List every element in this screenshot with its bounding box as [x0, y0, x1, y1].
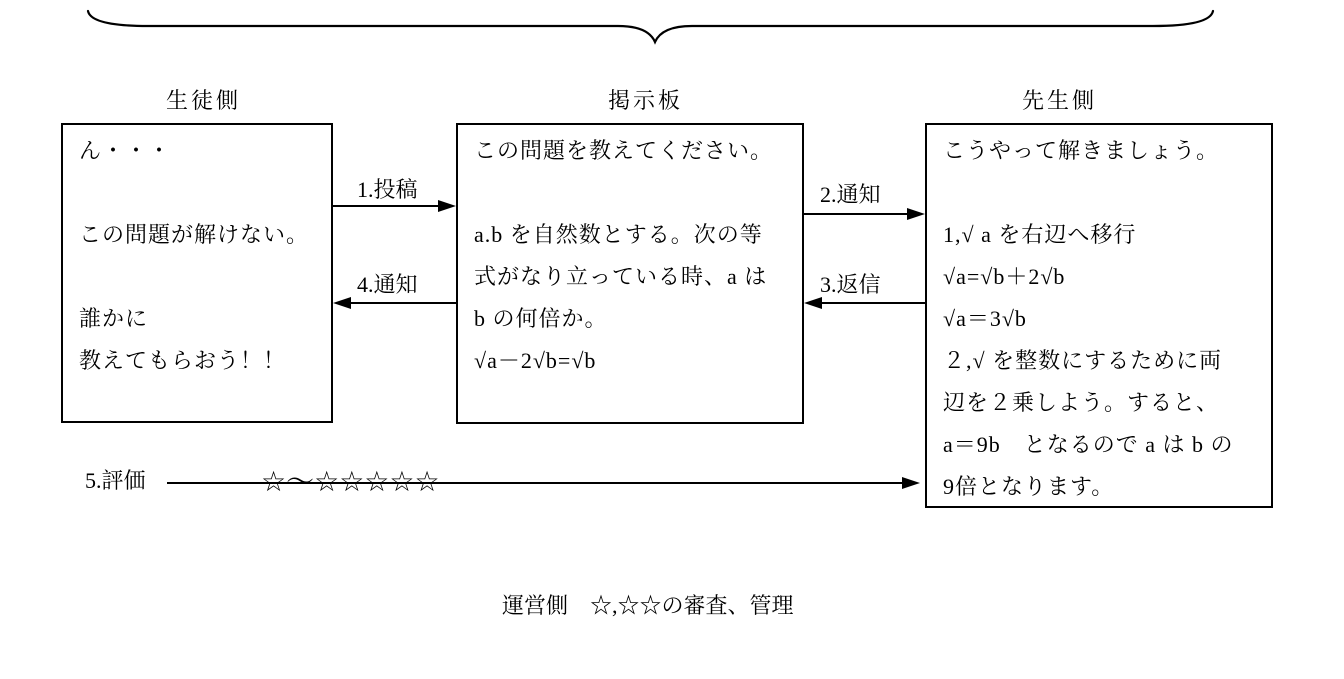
arrow-post-head-icon	[438, 200, 456, 212]
rating-label: 5.評価	[85, 468, 146, 493]
admin-caption: 運営側 ☆,☆☆の審査、管理	[502, 593, 794, 618]
arrow-reply-head-icon	[804, 297, 822, 309]
teacher-box	[925, 123, 1273, 508]
student-box-line: この問題が解けない。	[79, 222, 310, 247]
arrow-reply-line	[820, 302, 925, 304]
arrow-notify-student-label: 4.通知	[357, 272, 418, 297]
teacher-box-line: a＝9b となるので a は b の	[943, 432, 1234, 457]
arrow-notify-teacher-label: 2.通知	[820, 182, 881, 207]
teacher-box-line: ２,√ を整数にするために両	[943, 348, 1223, 373]
student-box-line	[79, 256, 317, 298]
board-box-line: b の何倍か。	[474, 306, 608, 331]
teacher-box-line: 9倍となります。	[943, 474, 1115, 499]
board-box-line: √a－2√b=√b	[474, 348, 597, 373]
student-box-title: 生徒側	[166, 88, 242, 113]
arrow-notify-student-line	[349, 302, 456, 304]
student-box-line: ん・・・	[79, 138, 172, 163]
star-rating-icons: ☆～☆☆☆☆☆	[261, 467, 440, 498]
board-box-line	[474, 172, 788, 214]
student-box	[61, 123, 333, 423]
arrow-notify-teacher-line	[804, 213, 907, 215]
board-box	[456, 123, 804, 424]
arrow-notify-student-head-icon	[333, 297, 351, 309]
arrow-notify-teacher-head-icon	[907, 208, 925, 220]
student-box-line: 誰かに	[79, 306, 149, 331]
arrow-post-line	[333, 205, 440, 207]
student-box-line	[79, 172, 317, 214]
teacher-box-line: 辺を２乗しよう。すると、	[943, 390, 1220, 415]
board-box-line: この問題を教えてください。	[474, 138, 774, 163]
teacher-box-line: こうやって解きましょう。	[943, 138, 1220, 163]
teacher-box-line: 1,√ a を右辺へ移行	[943, 222, 1137, 247]
arrow-post-label: 1.投稿	[357, 177, 418, 202]
arrow-reply-label: 3.返信	[820, 272, 881, 297]
board-box-title: 掲示板	[608, 88, 684, 113]
teacher-box-title: 先生側	[1022, 88, 1098, 113]
brace-icon	[0, 0, 1344, 60]
board-box-line: a.b を自然数とする。次の等	[474, 222, 763, 247]
teacher-box-line: √a=√b＋2√b	[943, 264, 1066, 289]
rating-arrow-head-icon	[902, 477, 920, 489]
teacher-box-line	[943, 172, 1257, 214]
teacher-box-line: √a＝3√b	[943, 306, 1027, 331]
student-box-line: 教えてもらおう！！	[79, 348, 287, 373]
board-box-line: 式がなり立っている時、a は	[474, 264, 768, 289]
